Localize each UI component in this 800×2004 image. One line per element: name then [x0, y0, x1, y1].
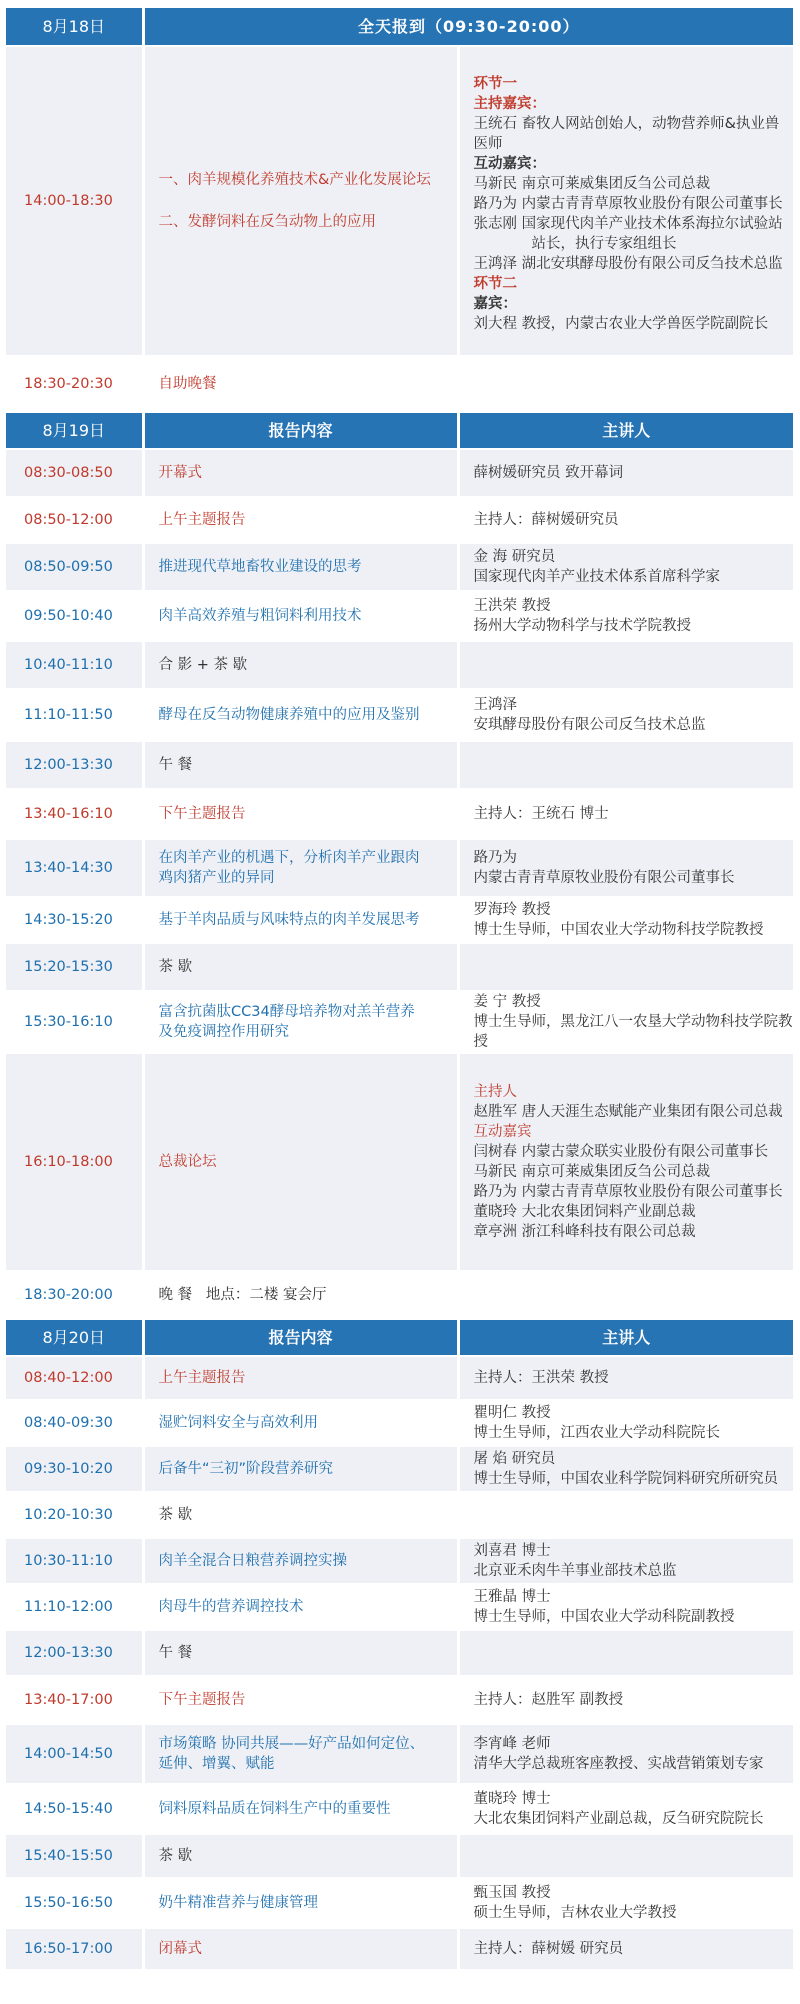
- ceo-host-label: 主持人: [473, 1084, 517, 1100]
- table-row: [6, 1630, 793, 1676]
- row-topic: 茶 歇: [143, 1834, 458, 1878]
- row-time: 11:10-12:00: [6, 1584, 143, 1630]
- topic-line: 延伸、增翼、赋能: [158, 1756, 275, 1772]
- row-speaker: [458, 1356, 793, 1400]
- day1-date: 8月18日: [6, 8, 143, 46]
- row-topic: [143, 1724, 458, 1784]
- forum-guest: 站长，执行专家组组长: [531, 236, 677, 252]
- speaker-line: 薛树媛研究员 致开幕词: [473, 465, 624, 481]
- speaker-line: 王鸿泽: [473, 697, 517, 713]
- speaker-line: 博士生导师，黑龙江八一农垦大学动物科技学院教授: [473, 1014, 793, 1050]
- row-time: 15:20-15:30: [6, 943, 143, 991]
- speaker-line: 内蒙古青青草原牧业股份有限公司董事长: [473, 870, 735, 886]
- row-time: 08:40-09:30: [6, 1400, 143, 1446]
- row-topic: 午 餐: [143, 1630, 458, 1676]
- row-topic: [143, 839, 458, 897]
- speaker-line: 主持人：王统石 博士: [473, 806, 609, 822]
- forum-host: 王统石 畜牧人网站创始人，动物营养师&执业兽医师: [473, 116, 780, 152]
- day3-header: [6, 1319, 793, 1356]
- row-topic: 茶 歇: [143, 943, 458, 991]
- row-speaker: [458, 741, 793, 789]
- row-speaker: [458, 1446, 793, 1492]
- row-speaker: [458, 1724, 793, 1784]
- row-time: 15:50-16:50: [6, 1878, 143, 1928]
- day1-forum-time: 14:00-18:30: [6, 46, 143, 356]
- row-speaker: [458, 839, 793, 897]
- row-time: 11:10-11:50: [6, 689, 143, 741]
- speaker-line: 刘喜君 博士: [473, 1543, 551, 1559]
- row-topic: 肉母牛的营养调控技术: [143, 1584, 458, 1630]
- day1-dinner-time: 18:30-20:30: [6, 356, 143, 412]
- row-time: 16:50-17:00: [6, 1928, 143, 1970]
- row-topic: 上午主题报告: [143, 1356, 458, 1400]
- speaker-line: 博士生导师，中国农业科学院饲料研究所研究员: [473, 1471, 778, 1487]
- seg2-label: 环节二: [473, 276, 517, 292]
- table-row: [6, 1676, 793, 1724]
- speaker-line: 博士生导师，中国农业大学动物科技学院教授: [473, 922, 764, 938]
- row-speaker: [458, 641, 793, 689]
- table-row: [6, 943, 793, 991]
- speaker-line: 王洪荣 教授: [473, 598, 551, 614]
- row-speaker: [458, 1834, 793, 1878]
- table-row: [6, 1538, 793, 1584]
- table-row: [6, 1928, 793, 1970]
- ceo-forum-time: 16:10-18:00: [6, 1053, 143, 1271]
- row-time: 13:40-17:00: [6, 1676, 143, 1724]
- speaker-line: 屠 焰 研究员: [473, 1451, 556, 1467]
- day3-col-content: 报告内容: [143, 1319, 458, 1356]
- ceo-guest: 路乃为 内蒙古青青草原牧业股份有限公司董事长: [473, 1184, 783, 1200]
- row-time: 09:50-10:40: [6, 591, 143, 641]
- host-label: 主持嘉宾：: [473, 96, 546, 112]
- day2-date: 8月19日: [6, 412, 143, 449]
- speaker-line: 罗海玲 教授: [473, 902, 551, 918]
- speaker-line: 国家现代肉羊产业技术体系首席科学家: [473, 569, 720, 585]
- day2-dinner-row: [6, 1271, 793, 1319]
- speaker-line: 姜 宁 教授: [473, 994, 541, 1010]
- ceo-guests-label: 互动嘉宾: [473, 1124, 532, 1140]
- row-speaker: [458, 543, 793, 591]
- row-time: 10:20-10:30: [6, 1492, 143, 1538]
- row-speaker: [458, 689, 793, 741]
- row-speaker: [458, 1784, 793, 1834]
- row-speaker: [458, 497, 793, 543]
- guests-label: 互动嘉宾：: [473, 156, 546, 172]
- row-topic: 合 影 + 茶 歇: [143, 641, 458, 689]
- row-speaker: [458, 1630, 793, 1676]
- speaker-line: 博士生导师，中国农业大学动科院副教授: [473, 1609, 735, 1625]
- table-row: [6, 897, 793, 943]
- day1-dinner-row: [6, 356, 793, 412]
- speaker-line: 大北农集团饲料产业副总裁，反刍研究院院长: [473, 1811, 764, 1827]
- ceo-guest: 闫树春 内蒙古蒙众联实业股份有限公司董事长: [473, 1144, 769, 1160]
- row-topic: 午 餐: [143, 741, 458, 789]
- forum-topic-1: 一、肉羊规模化养殖技术&产业化发展论坛: [158, 172, 431, 188]
- row-topic: 下午主题报告: [143, 789, 458, 839]
- row-time: 10:40-11:10: [6, 641, 143, 689]
- row-time: 13:40-16:10: [6, 789, 143, 839]
- row-speaker: [458, 943, 793, 991]
- row-time: 15:30-16:10: [6, 991, 143, 1053]
- row-time: 08:50-09:50: [6, 543, 143, 591]
- table-row: [6, 789, 793, 839]
- table-row: [6, 591, 793, 641]
- speaker-line: 瞿明仁 教授: [473, 1405, 551, 1421]
- ceo-guest: 马新民 南京可莱威集团反刍公司总裁: [473, 1164, 711, 1180]
- ceo-guest: 董晓玲 大北农集团饲料产业副总裁: [473, 1204, 696, 1220]
- table-row: [6, 1784, 793, 1834]
- speaker-line: 主持人：薛树媛 研究员: [473, 1941, 624, 1957]
- table-row: [6, 1834, 793, 1878]
- speaker-line: 李宵峰 老师: [473, 1736, 551, 1752]
- speaker-line: 王雅晶 博士: [473, 1589, 551, 1605]
- speaker-line: 主持人：薛树媛研究员: [473, 512, 619, 528]
- row-topic: 肉羊全混合日粮营养调控实操: [143, 1538, 458, 1584]
- table-row: [6, 449, 793, 497]
- row-speaker: [458, 591, 793, 641]
- table-row: [6, 1400, 793, 1446]
- speaker-line: 主持人：赵胜军 副教授: [473, 1692, 624, 1708]
- row-speaker: [458, 1878, 793, 1928]
- row-speaker: [458, 991, 793, 1053]
- speaker-line: 主持人：王洪荣 教授: [473, 1370, 609, 1386]
- forum-guest2: 刘大程 教授，内蒙古农业大学兽医学院副院长: [473, 316, 769, 332]
- table-row: [6, 1724, 793, 1784]
- forum-guest: 王鸿泽 湖北安琪酵母股份有限公司反刍技术总监: [473, 256, 783, 272]
- row-time: 08:30-08:50: [6, 449, 143, 497]
- speaker-line: 甄玉国 教授: [473, 1885, 551, 1901]
- day2-col-content: 报告内容: [143, 412, 458, 449]
- row-time: 08:40-12:00: [6, 1356, 143, 1400]
- row-topic: 酵母在反刍动物健康养殖中的应用及鉴别: [143, 689, 458, 741]
- row-topic: 下午主题报告: [143, 1676, 458, 1724]
- row-topic: 后备牛“三初”阶段营养研究: [143, 1446, 458, 1492]
- table-row: [6, 497, 793, 543]
- table-row: [6, 543, 793, 591]
- ceo-host: 赵胜军 唐人天涯生态赋能产业集团有限公司总裁: [473, 1104, 783, 1120]
- row-time: 12:00-13:30: [6, 741, 143, 789]
- row-speaker: [458, 897, 793, 943]
- forum-guest: 路乃为 内蒙古青青草原牧业股份有限公司董事长: [473, 196, 783, 212]
- table-row: [6, 741, 793, 789]
- table-row: [6, 1584, 793, 1630]
- row-time: 14:30-15:20: [6, 897, 143, 943]
- row-topic: 上午主题报告: [143, 497, 458, 543]
- table-row: [6, 1878, 793, 1928]
- guest2-label: 嘉宾：: [473, 296, 517, 312]
- topic-line: 鸡肉猪产业的异同: [158, 870, 275, 886]
- day2-header: [6, 412, 793, 449]
- topic-line: 市场策略 协同共展——好产品如何定位、: [158, 1736, 425, 1752]
- row-time: 08:50-12:00: [6, 497, 143, 543]
- ceo-forum-row: [6, 1053, 793, 1271]
- row-topic: 茶 歇: [143, 1492, 458, 1538]
- row-speaker: [458, 789, 793, 839]
- table-row: [6, 1356, 793, 1400]
- speaker-line: 硕士生导师，吉林农业大学教授: [473, 1905, 677, 1921]
- speaker-line: 清华大学总裁班客座教授、实战营销策划专家: [473, 1756, 764, 1772]
- speaker-line: 路乃为: [473, 850, 517, 866]
- row-time: 10:30-11:10: [6, 1538, 143, 1584]
- topic-line: 在肉羊产业的机遇下，分析肉羊产业跟肉: [158, 850, 420, 866]
- table-row: [6, 1492, 793, 1538]
- day1-header: [6, 8, 793, 46]
- topic-line: 及免疫调控作用研究: [158, 1024, 289, 1040]
- row-topic: 湿贮饲料安全与高效利用: [143, 1400, 458, 1446]
- row-time: 15:40-15:50: [6, 1834, 143, 1878]
- table-row: [6, 641, 793, 689]
- row-topic: 基于羊肉品质与风味特点的肉羊发展思考: [143, 897, 458, 943]
- row-time: 14:00-14:50: [6, 1724, 143, 1784]
- row-topic: 开幕式: [143, 449, 458, 497]
- row-time: 12:00-13:30: [6, 1630, 143, 1676]
- row-speaker: [458, 1538, 793, 1584]
- topic-line: 富含抗菌肽CC34酵母培养物对羔羊营养: [158, 1004, 415, 1020]
- row-time: 13:40-14:30: [6, 839, 143, 897]
- speaker-line: 扬州大学动物科学与技术学院教授: [473, 618, 691, 634]
- day3-col-speaker: 主讲人: [458, 1319, 793, 1356]
- table-row: [6, 689, 793, 741]
- forum-guest: 张志刚 国家现代肉羊产业技术体系海拉尔试验站: [473, 216, 783, 232]
- day1-dinner-label: 自助晚餐: [143, 356, 793, 412]
- row-topic: 奶牛精准营养与健康管理: [143, 1878, 458, 1928]
- agenda-table: [6, 8, 795, 1971]
- row-speaker: [458, 449, 793, 497]
- day3-date: 8月20日: [6, 1319, 143, 1356]
- speaker-line: 金 海 研究员: [473, 549, 556, 565]
- speaker-line: 北京亚禾肉牛羊事业部技术总监: [473, 1563, 677, 1579]
- speaker-line: 董晓玲 博士: [473, 1791, 551, 1807]
- row-speaker: [458, 1584, 793, 1630]
- row-topic: 推进现代草地畜牧业建设的思考: [143, 543, 458, 591]
- row-speaker: [458, 1928, 793, 1970]
- ceo-guest: 章亭洲 浙江科峰科技有限公司总裁: [473, 1224, 696, 1240]
- speaker-line: 博士生导师，江西农业大学动科院院长: [473, 1425, 720, 1441]
- speaker-line: 安琪酵母股份有限公司反刍技术总监: [473, 717, 706, 733]
- row-topic: 肉羊高效养殖与粗饲料利用技术: [143, 591, 458, 641]
- row-topic: 饲料原料品质在饲料生产中的重要性: [143, 1784, 458, 1834]
- row-speaker: [458, 1492, 793, 1538]
- day1-forum-people: [458, 46, 793, 356]
- day2-col-speaker: 主讲人: [458, 412, 793, 449]
- row-topic: [143, 991, 458, 1053]
- table-row: [6, 991, 793, 1053]
- day1-forum-topics: [143, 46, 458, 356]
- forum-guest: 马新民 南京可莱威集团反刍公司总裁: [473, 176, 711, 192]
- row-time: 14:50-15:40: [6, 1784, 143, 1834]
- ceo-forum-topic: 总裁论坛: [143, 1053, 458, 1271]
- day1-forum-row: [6, 46, 793, 356]
- day2-dinner-label: 晚 餐 地点：二楼 宴会厅: [143, 1271, 793, 1319]
- seg1-label: 环节一: [473, 76, 517, 92]
- row-topic: 闭幕式: [143, 1928, 458, 1970]
- row-time: 09:30-10:20: [6, 1446, 143, 1492]
- ceo-forum-people: [458, 1053, 793, 1271]
- forum-topic-2: 二、发酵饲料在反刍动物上的应用: [158, 214, 376, 230]
- table-row: [6, 1446, 793, 1492]
- table-row: [6, 839, 793, 897]
- day1-registration: 全天报到（09:30-20:00）: [143, 8, 793, 46]
- day2-dinner-time: 18:30-20:00: [6, 1271, 143, 1319]
- row-speaker: [458, 1676, 793, 1724]
- row-speaker: [458, 1400, 793, 1446]
